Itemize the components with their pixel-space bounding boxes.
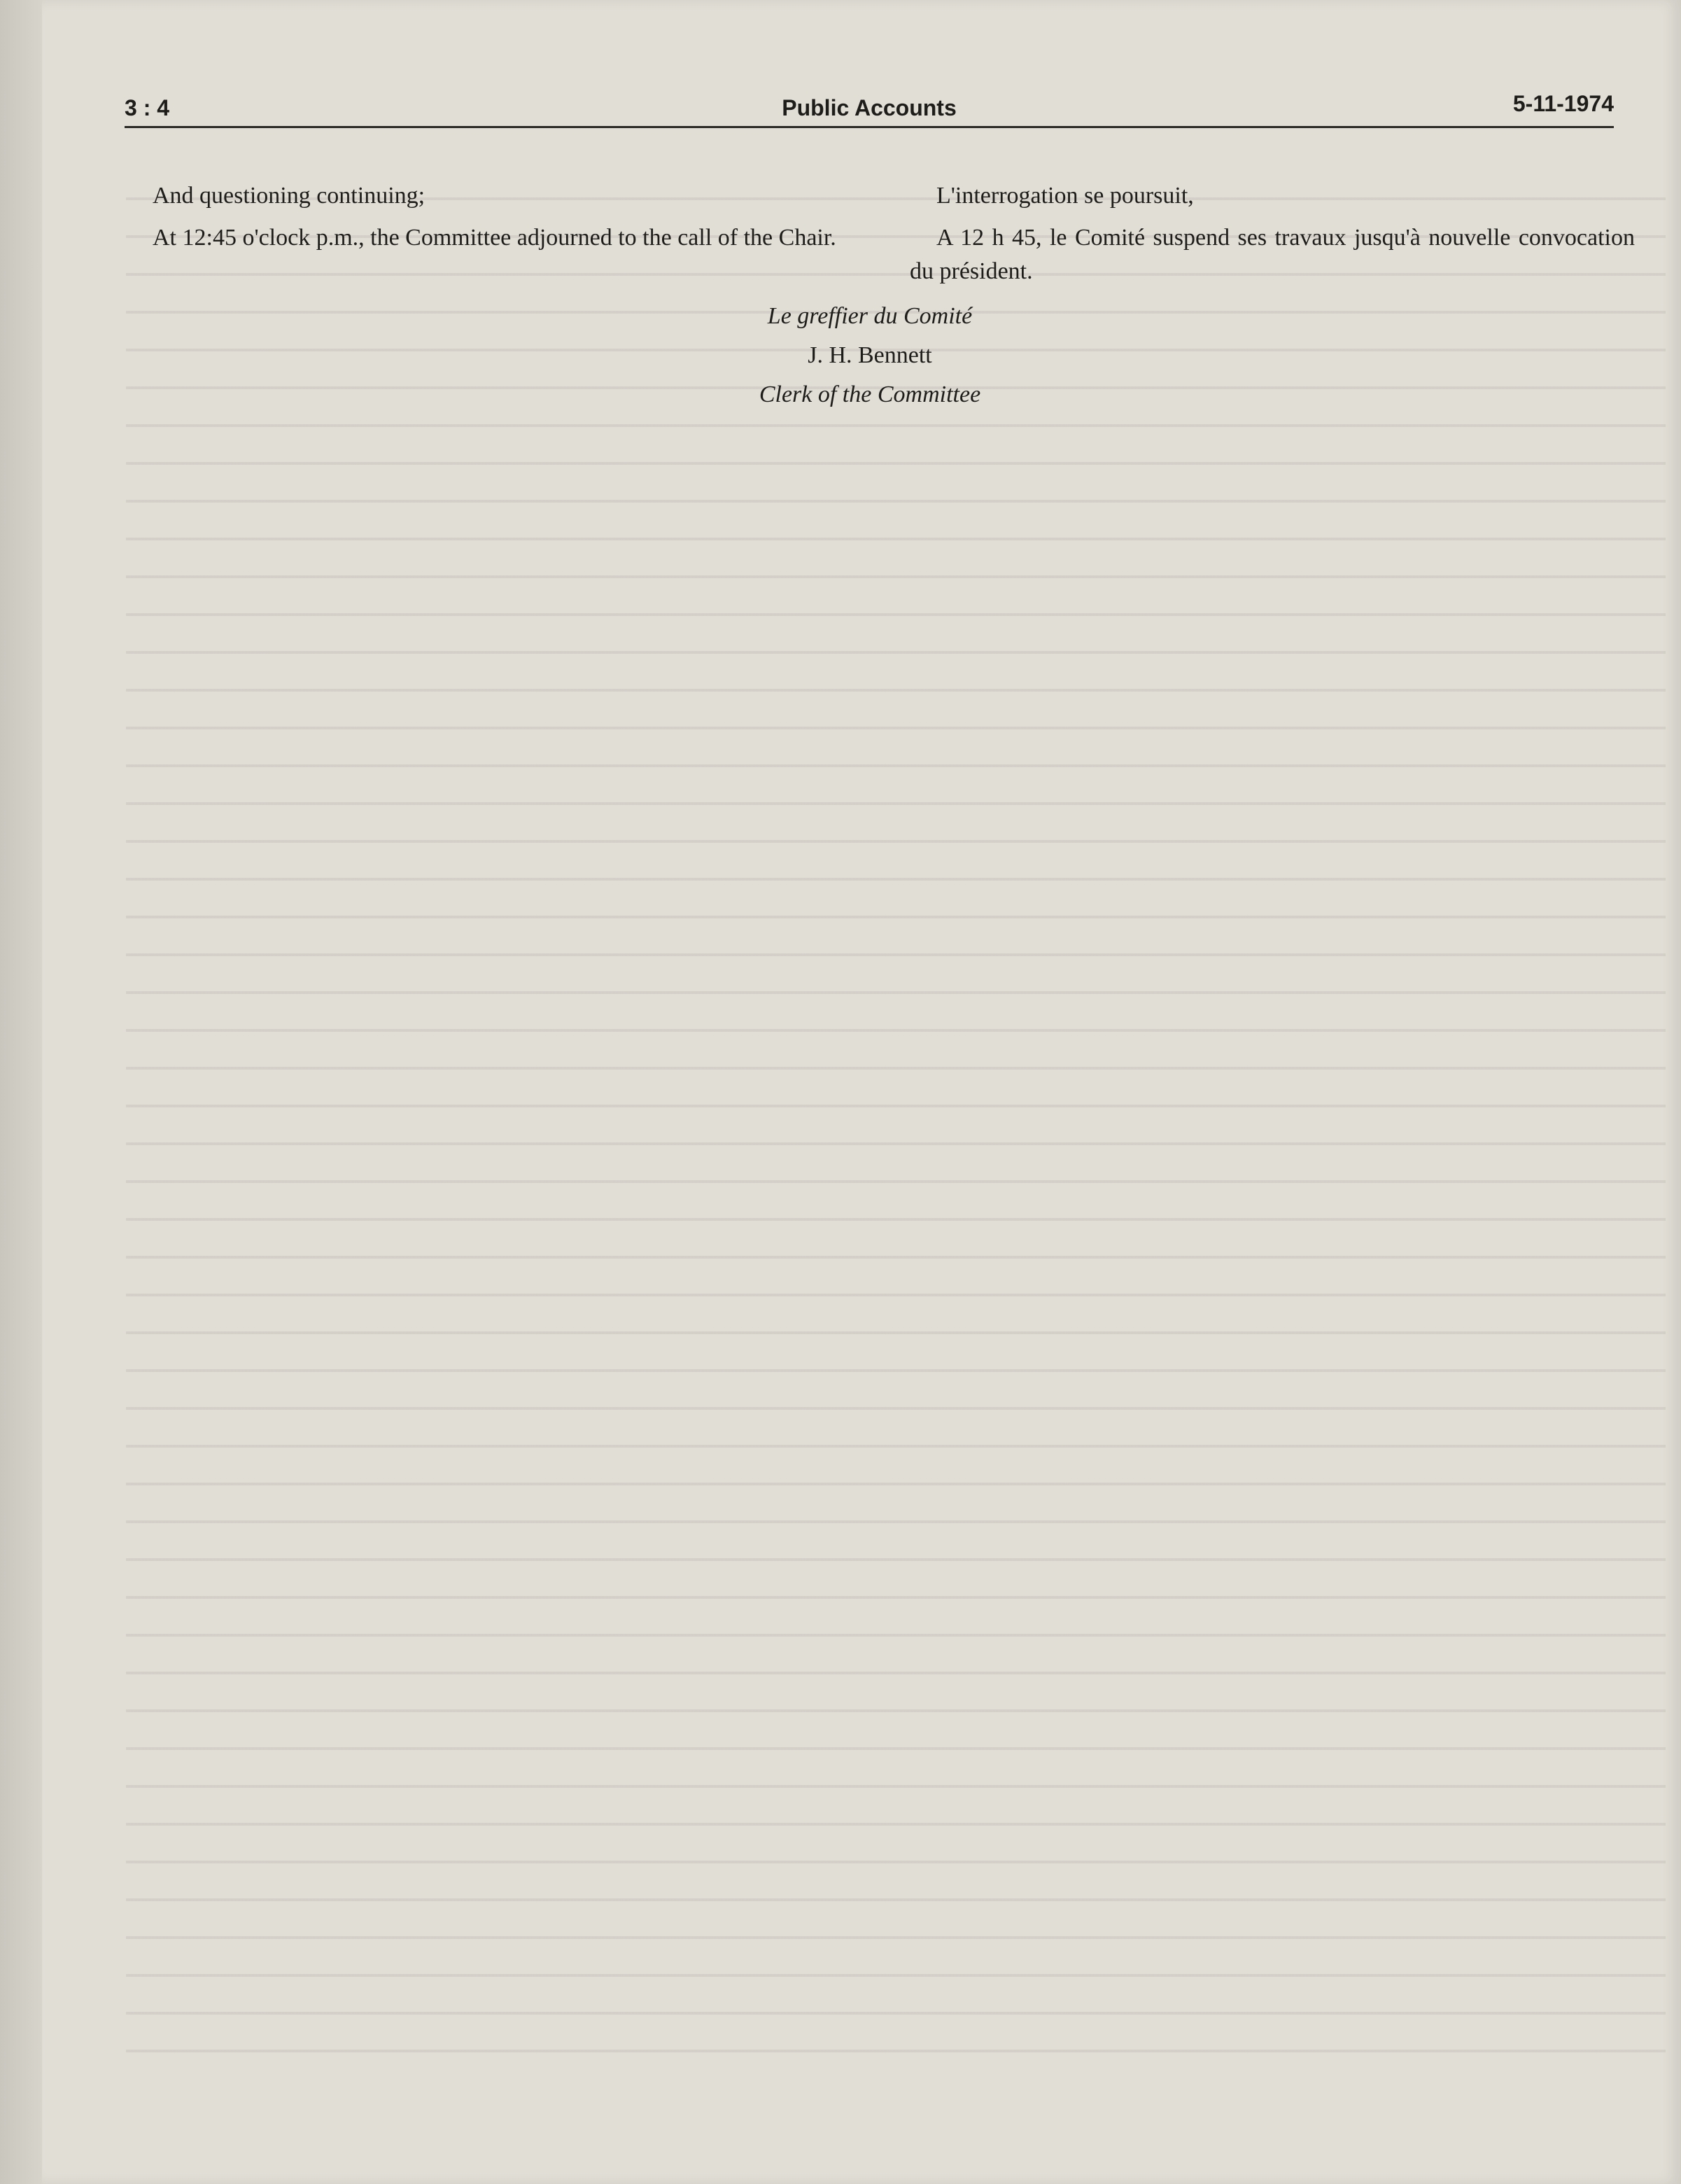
page-header <box>125 88 1614 127</box>
french-paragraph: L'interrogation se poursuit, <box>936 183 1194 209</box>
french-column <box>910 179 1635 288</box>
english-paragraph: And questioning continuing; <box>153 183 425 209</box>
clerk-title-english: Clerk of the Committee <box>759 382 981 407</box>
french-paragraph: A 12 h 45, le Comité suspend ses travaux jusqu'à nouvelle convocation du président. <box>910 225 1635 284</box>
publication-title: Public Accounts <box>782 95 957 120</box>
clerk-name: J. H. Bennett <box>808 342 932 368</box>
page-number: 3 : 4 <box>125 95 170 120</box>
signature-block <box>126 297 1614 414</box>
english-paragraph: At 12:45 o'clock p.m., the Committee adjourned to the call of the Chair. <box>153 225 836 251</box>
header-rule <box>125 126 1614 128</box>
english-column <box>126 179 851 255</box>
clerk-title-french: Le greffier du Comité <box>767 303 973 329</box>
page-edge <box>0 0 42 2184</box>
show-through-texture <box>126 168 1666 2058</box>
header-date: 5-11-1974 <box>1512 91 1614 116</box>
